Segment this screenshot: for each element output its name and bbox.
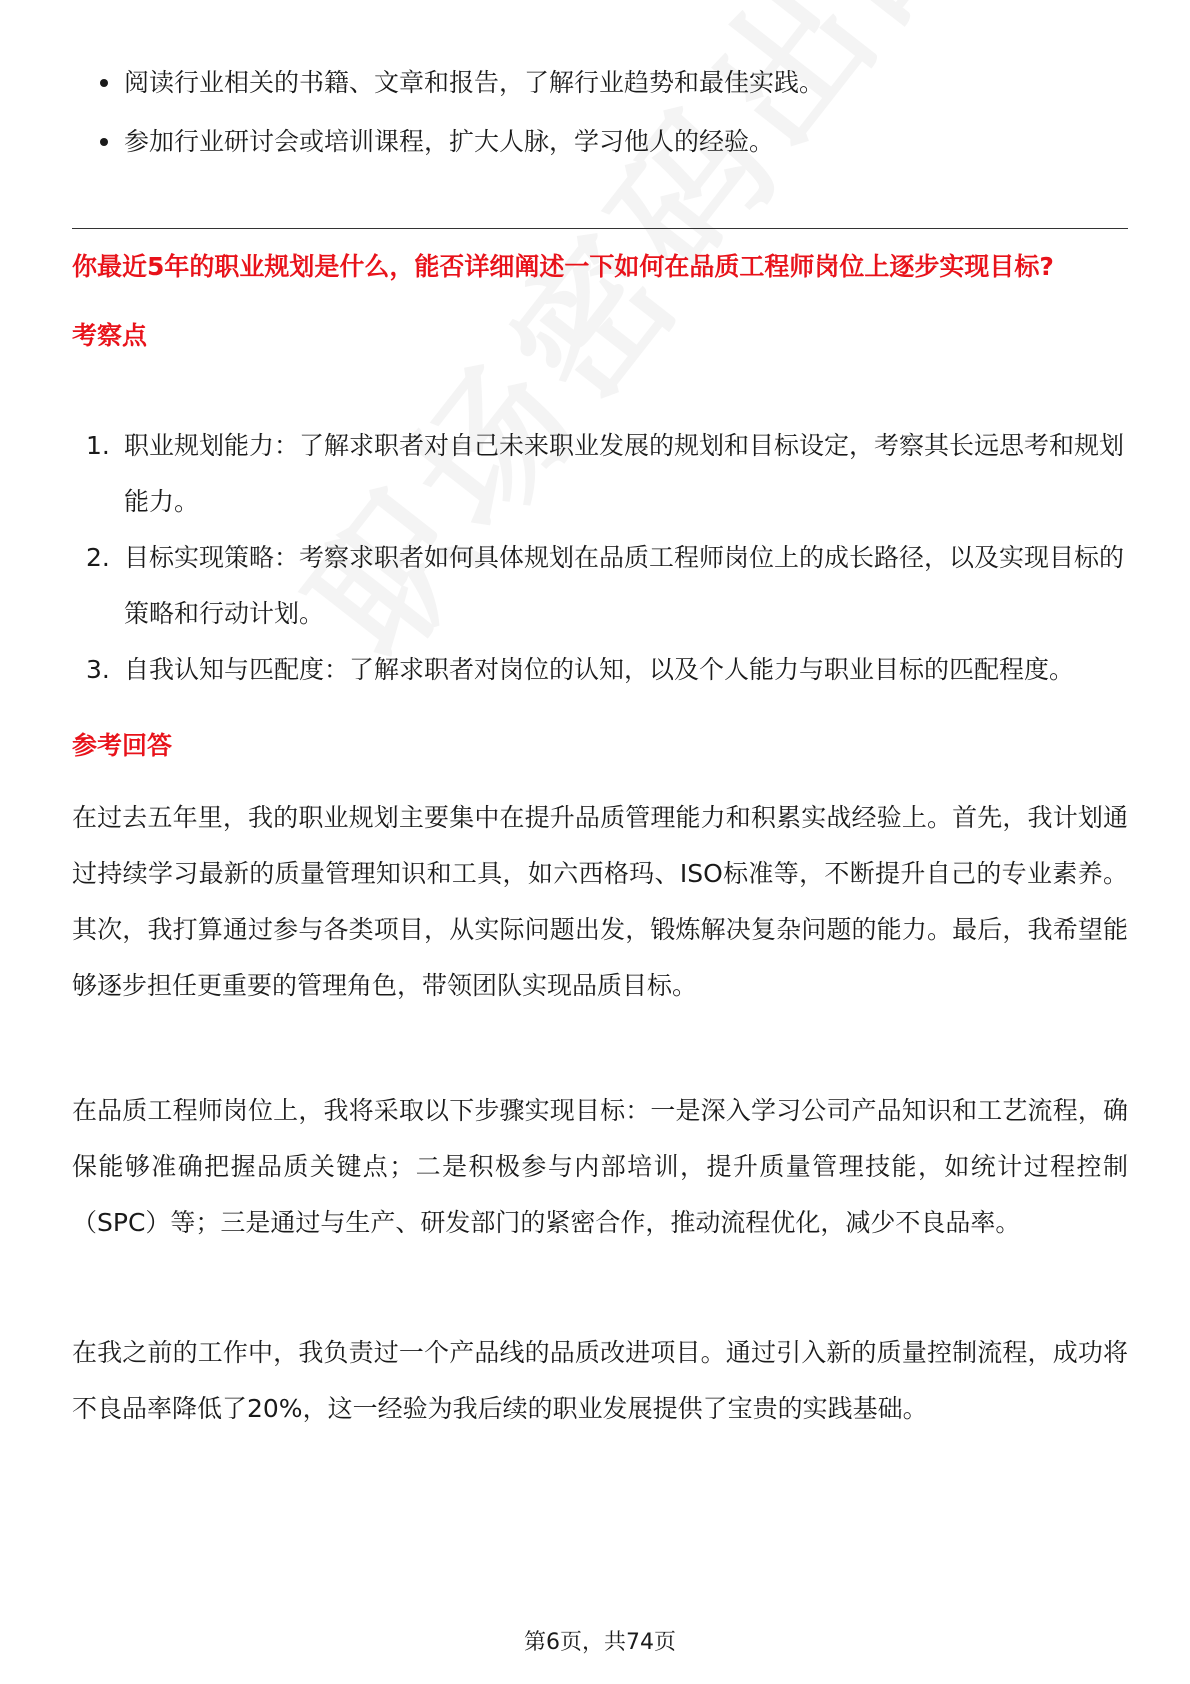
item-text: 职业规划能力：了解求职者对自己未来职业发展的规划和目标设定，考察其长远思考和规划能力。 [124,431,1125,516]
item-number: 2. [86,543,110,572]
list-item [72,530,1128,642]
assessment-points-list [72,418,1128,698]
section-divider [72,228,1128,229]
document-page [72,0,1128,1684]
bullet-text: 阅读行业相关的书籍、文章和报告，了解行业趋势和最佳实践。 [124,68,825,97]
question-heading: 你最近5年的职业规划是什么，能否详细阐述一下如何在品质工程师岗位上逐步实现目标? [72,252,1054,281]
page-number-footer: 第6页，共74页 [524,1630,676,1655]
answer-paragraph: 在我之前的工作中，我负责过一个产品线的品质改进项目。通过引入新的质量控制流程，成功将不良品率降低了20%，这一经验为我后续的职业发展提供了宝贵的实践基础。 [72,1338,1128,1423]
answer-paragraph: 在过去五年里，我的职业规划主要集中在提升品质管理能力和积累实战经验上。首先，我计划通过持续学习最新的质量管理知识和工具，如六西格玛、ISO标准等，不断提升自己的专业素养。其次，我打算通过参与各类项目，从实际问题出发，锻炼解决复杂问题的能力。最后，我希望能够逐步担任更重要的管理角色，带领团队实现品质目标。 [72,803,1128,1000]
bullet-text: 参加行业研讨会或培训课程，扩大人脉，学习他人的经验。 [124,127,775,156]
item-number: 3. [86,655,110,684]
previous-section-bullet-list [72,62,1128,180]
answer-paragraph: 在品质工程师岗位上，我将采取以下步骤实现目标：一是深入学习公司产品知识和工艺流程，确保能够准确把握品质关键点；二是积极参与内部培训，提升质量管理技能，如统计过程控制（SPC）等；三是通过与生产、研发部门的紧密合作，推动流程优化，减少不良品率。 [72,1096,1128,1237]
list-item [72,418,1128,530]
list-item [72,62,1128,103]
item-text: 目标实现策略：考察求职者如何具体规划在品质工程师岗位上的成长路径，以及实现目标的策略和行动计划。 [124,543,1125,628]
bullet-dot-icon [100,79,108,87]
list-item [72,642,1128,698]
list-item [72,121,1128,162]
item-text: 自我认知与匹配度：了解求职者对岗位的认知，以及个人能力与职业目标的匹配程度。 [124,655,1075,684]
answer-title: 参考回答 [72,731,173,760]
bullet-dot-icon [100,138,108,146]
assessment-title: 考察点 [72,321,148,350]
item-number: 1. [86,431,110,460]
